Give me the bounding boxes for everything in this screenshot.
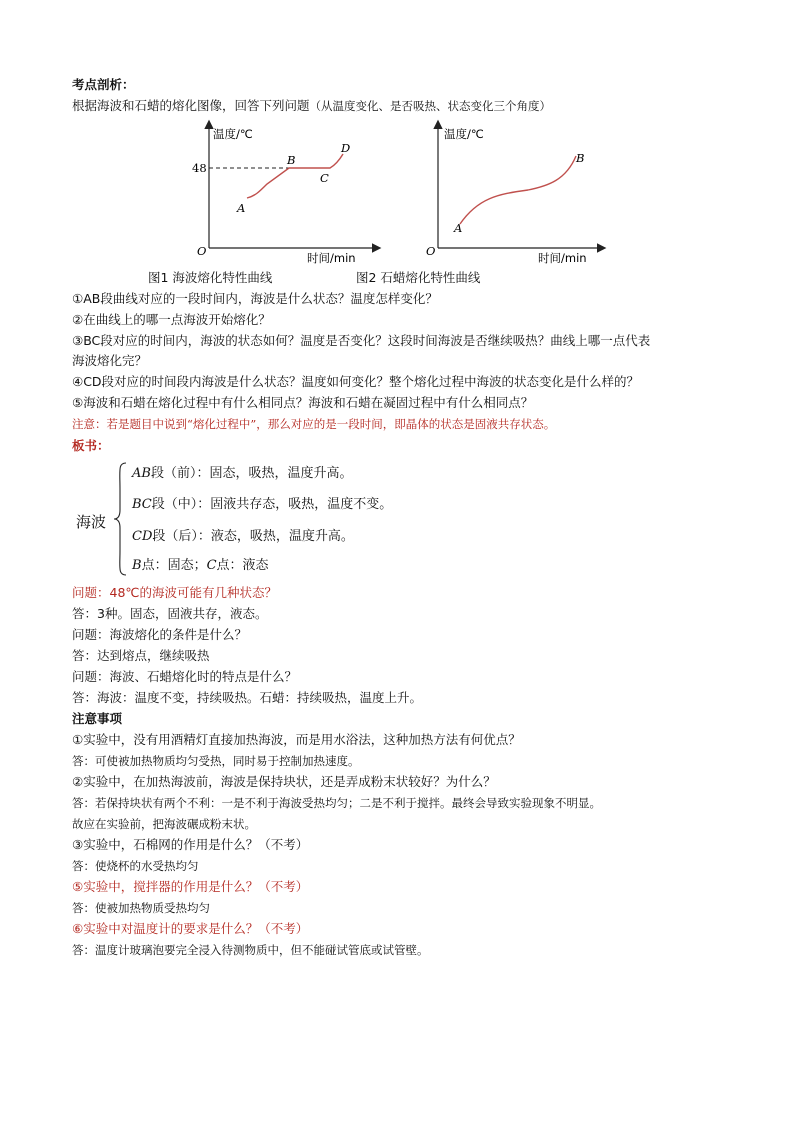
caution-3-answer: 答：使烧杯的水受热均匀 (72, 859, 199, 873)
caution-6-answer: 答：温度计玻璃泡要完全浸入待测物质中，但不能碰试管底或试管壁。 (72, 943, 429, 957)
qa-3-question: 问题：海波、石蜡熔化时的特点是什么？ (72, 669, 298, 684)
analysis-intro (72, 97, 551, 115)
board-subject: 海波 (76, 513, 107, 531)
chart1-point-A: A (237, 201, 246, 215)
qa-2-answer: 答：达到熔点，继续吸热 (72, 648, 210, 663)
qa-1-text: 48℃的海波可能有几种状态？ (109, 585, 277, 600)
board-row-bc-text: 段（中）：固液共存态，吸热，温度不变。 (151, 497, 393, 512)
chart1-point-C: C (320, 171, 329, 185)
brace-icon (112, 460, 128, 578)
board-row-ab (132, 462, 352, 481)
caution-5-question: ⑤实验中，搅拌器的作用是什么？（不考） (72, 879, 309, 894)
question-1: ①AB段曲线对应的一段时间内，海波是什么状态？温度怎样变化？ (72, 291, 438, 306)
chart1-xlabel: 时间/min (307, 251, 356, 265)
board-diagram (72, 460, 492, 578)
caution-1-question: ①实验中，没有用酒精灯直接加热海波，而是用水浴法，这种加热方法有何优点？ (72, 732, 521, 747)
chart2-curve (460, 156, 576, 224)
board-row-b-seg: B (132, 558, 142, 573)
chart1-ylabel: 温度/℃ (213, 127, 253, 141)
analysis-heading: 考点剖析： (72, 77, 135, 92)
note: 注意：若是题目中说到“熔化过程中”，那么对应的是一段时间，即晶体的状态是固液共存状态。 (72, 417, 556, 431)
board-row-bc-seg: BC (132, 497, 152, 512)
caution-2-answer-cont: 故应在实验前，把海波碾成粉末状。 (72, 817, 256, 831)
qa-1-answer: 答：3种。固态，固液共存，液态。 (72, 606, 268, 621)
board-row-ab-text: 段（前）：固态，吸热，温度升高。 (150, 466, 353, 481)
chart2-point-A: A (454, 221, 463, 235)
qa-1-question (72, 584, 277, 602)
caution-2-answer: 答：若保持块状有两个不利：一是不利于海波受热均匀；二是不利于搅拌。最终会导致实验现象不明显。 (72, 796, 601, 810)
chart-haibo (185, 118, 385, 266)
qa-2-question: 问题：海波熔化的条件是什么？ (72, 627, 248, 642)
board-heading: 板书： (72, 438, 110, 453)
chart1-caption: 图1 海波熔化特性曲线 (148, 270, 273, 285)
board-row-points (132, 554, 269, 573)
analysis-intro-hint: （从温度变化、是否吸热、状态变化三个角度） (309, 99, 552, 113)
chart2-point-B: B (576, 151, 585, 165)
caution-2-question: ②实验中，在加热海波前，海波是保持块状，还是弄成粉末状较好？为什么？ (72, 774, 496, 789)
question-5: ⑤海波和石蜡在熔化过程中有什么相同点？海波和石蜡在凝固过程中有什么相同点？ (72, 395, 534, 410)
board-row-ab-seg: AB (132, 466, 151, 481)
question-3: ③BC段对应的时间内，海波的状态如何？温度是否变化？这段时间海波是否继续吸热？曲线上哪一点代表 (72, 333, 651, 348)
analysis-intro-main: 根据海波和石蜡的熔化图像，回答下列问题 (72, 98, 310, 113)
question-2: ②在曲线上的哪一点海波开始熔化？ (72, 312, 271, 327)
question-3-cont: 海波熔化完？ (72, 353, 148, 368)
board-row-c-text: 点：液态 (216, 558, 269, 573)
board-row-cd (132, 525, 354, 544)
chart2-ylabel: 温度/℃ (444, 127, 484, 141)
board-row-b-text: 点：固态； (141, 558, 207, 573)
chart2-xlabel: 时间/min (538, 251, 587, 265)
chart1-ytick-48: 48 (192, 161, 207, 175)
board-row-cd-seg: CD (132, 529, 153, 544)
chart1-point-D: D (341, 141, 351, 155)
cautions-heading: 注意事项 (72, 711, 123, 726)
chart1-origin: O (197, 244, 207, 258)
caution-1-answer: 答：可使被加热物质均匀受热，同时易于控制加热速度。 (72, 754, 360, 768)
qa-1-prefix: 问题： (72, 585, 110, 600)
question-4: ④CD段对应的时间段内海波是什么状态？温度如何变化？整个熔化过程中海波的状态变化是什么样的？ (72, 374, 640, 389)
caution-6-question: ⑥实验中对温度计的要求是什么？（不考） (72, 921, 309, 936)
board-row-bc (132, 493, 392, 512)
caution-5-answer: 答：使被加热物质受热均匀 (72, 901, 210, 915)
qa-3-answer: 答：海波：温度不变，持续吸热。石蜡：持续吸热，温度上升。 (72, 690, 423, 705)
chart1-point-B: B (287, 153, 296, 167)
chart2-caption: 图2 石蜡熔化特性曲线 (356, 270, 481, 285)
caution-3-question: ③实验中，石棉网的作用是什么？（不考） (72, 837, 309, 852)
chart-shila (418, 118, 608, 266)
board-row-cd-text: 段（后）：液态，吸热，温度升高。 (152, 529, 354, 544)
chart2-origin: O (426, 244, 436, 258)
board-row-c-seg: C (206, 558, 217, 573)
